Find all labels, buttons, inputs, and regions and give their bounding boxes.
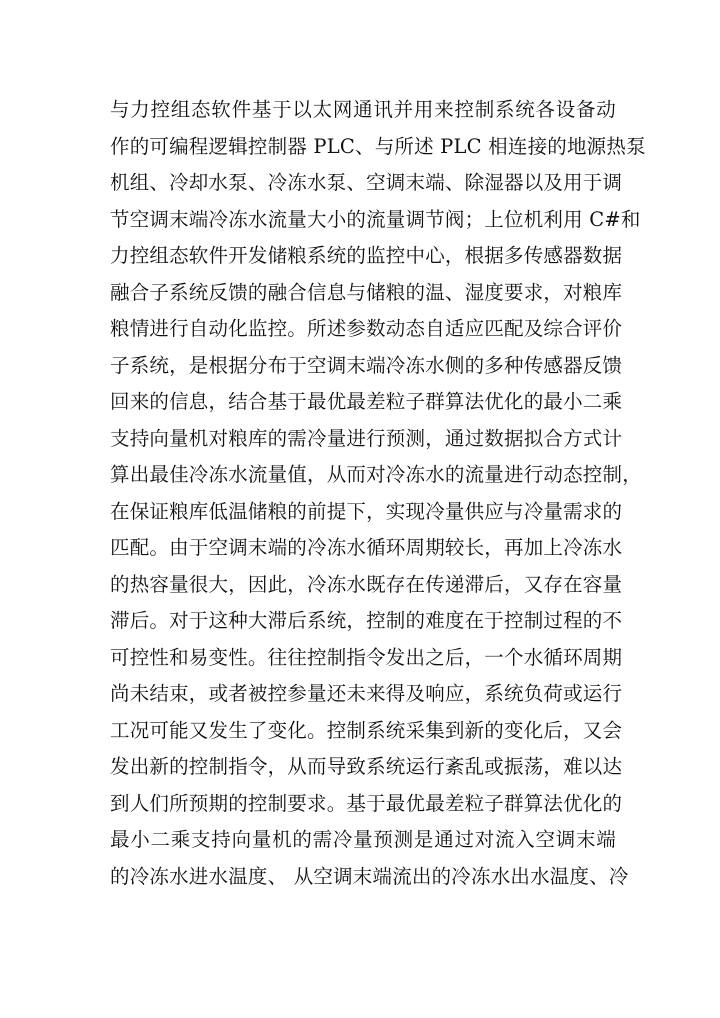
text-line: 的热容量很大，因此，冷冻水既存在传递滞后，又存在容量 — [110, 572, 623, 596]
text-line: 子系统，是根据分布于空调末端冷冻水侧的多种传感器反馈 — [110, 353, 623, 377]
text-line: 力控组态软件开发储粮系统的监控中心，根据多传感器数据 — [110, 244, 623, 267]
text-line: 与力控组态软件基于以太网通讯并用来控制系统各设备动 — [110, 98, 616, 121]
text-line: 融合子系统反馈的融合信息与储粮的温、湿度要求，对粮库 — [110, 280, 623, 304]
text-line: 节空调末端冷冻水流量大小的流量调节阀；上位机利用 C#和 — [110, 207, 641, 231]
text-line: 在保证粮库低温储粮的前提下，实现冷量供应与冷量需求的 — [110, 499, 623, 523]
text-line: 最小二乘支持向量机的需冷量预测是通过对流入空调末端 — [110, 828, 616, 851]
text-line: 工况可能又发生了变化。控制系统采集到新的变化后，又会 — [110, 718, 623, 742]
text-line: 算出最佳冷冻水流量值，从而对冷冻水的流量进行动态控制， — [110, 463, 642, 486]
text-line: 作的可编程逻辑控制器 PLC、与所述 PLC 相连接的地源热泵 — [110, 134, 646, 158]
text-line: 支持向量机对粮库的需冷量进行预测，通过数据拟合方式计 — [110, 426, 623, 450]
text-line: 的冷冻水进水温度、 从空调末端流出的冷冻水出水温度、冷 — [110, 864, 629, 888]
text-line: 粮情进行自动化监控。所述参数动态自适应匹配及综合评价 — [110, 317, 623, 340]
text-line: 发出新的控制指令，从而导致系统运行紊乱或振荡，难以达 — [110, 755, 623, 778]
text-line: 回来的信息，结合基于最优最差粒子群算法优化的最小二乘 — [110, 390, 623, 413]
text-line: 匹配。由于空调末端的冷冻水循环周期较长，再加上冷冻水 — [110, 536, 623, 559]
text-line: 滞后。对于这种大滞后系统，控制的难度在于控制过程的不 — [110, 609, 623, 632]
text-line: 可控性和易变性。往往控制指令发出之后，一个水循环周期 — [110, 645, 623, 669]
text-line: 到人们所预期的控制要求。基于最优最差粒子群算法优化的 — [110, 791, 623, 815]
text-line: 尚未结束，或者被控参量还未来得及响应，系统负荷或运行 — [110, 682, 623, 705]
body-paragraph — [110, 92, 646, 895]
text-line: 机组、冷却水泵、冷冻水泵、空调末端、除湿器以及用于调 — [110, 171, 623, 194]
